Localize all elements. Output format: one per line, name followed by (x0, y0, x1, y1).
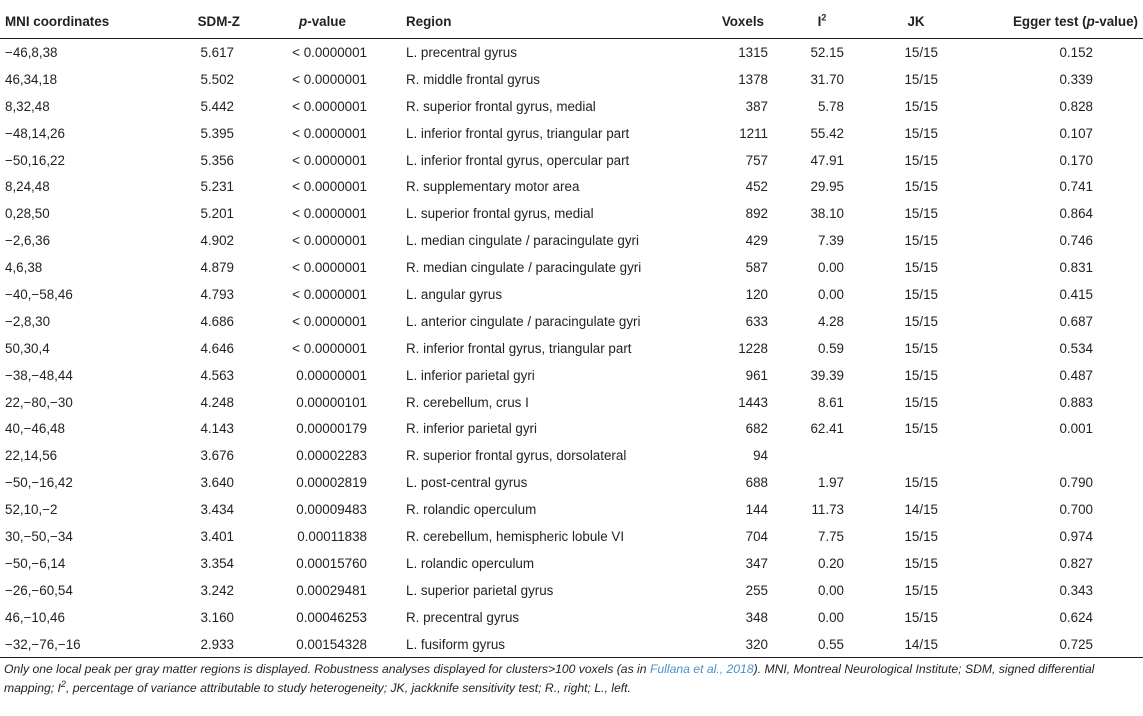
cell-sdm-z: 3.401 (200, 528, 234, 544)
cell-sdm-z: 5.201 (200, 206, 234, 222)
cell-i2: 5.78 (817, 98, 844, 114)
table-row (0, 173, 1143, 200)
cell-region: R. precentral gyrus (406, 609, 520, 625)
cell-p-value: 0.00002283 (296, 448, 367, 464)
cell-jk (866, 442, 966, 469)
cell-voxels: 961 (745, 367, 768, 383)
cell-region: R. median cingulate / paracingulate gyri (406, 260, 642, 276)
cell-i2: 29.95 (810, 179, 844, 195)
table-row (0, 254, 1143, 281)
table-row (0, 550, 1143, 577)
cell-sdm-z: 4.793 (200, 286, 234, 302)
cell-p-value: 0.00046253 (296, 609, 367, 625)
header-voxels: Voxels (685, 4, 778, 39)
cell-voxels: 387 (745, 98, 768, 114)
cell-sdm-z: 4.248 (200, 394, 234, 410)
cell-i2: 0.00 (817, 260, 844, 276)
cell-i2: 4.28 (817, 313, 844, 329)
header-egger-test (966, 4, 1143, 39)
cell-mni-coordinates: −46,8,38 (5, 44, 58, 60)
header-egger-p: p (1086, 13, 1095, 29)
cell-sdm-z: 4.143 (200, 421, 234, 437)
cell-egger: 0.864 (1059, 206, 1093, 222)
footnote-part1: Only one local peak per gray matter regions is displayed. Robustness analyses displayed for clusters>100 voxels (as in (4, 662, 650, 676)
cell-p-value: < 0.0000001 (292, 233, 367, 249)
table-row (0, 631, 1143, 658)
table-row (0, 389, 1143, 416)
cell-p-value: 0.00000001 (296, 367, 367, 383)
table-row (0, 335, 1143, 362)
cell-jk: 15/15 (904, 528, 938, 544)
cell-egger: 0.152 (1059, 44, 1093, 60)
cell-egger: 0.746 (1059, 233, 1093, 249)
cell-i2: 0.20 (817, 555, 844, 571)
cell-voxels: 1315 (738, 44, 768, 60)
cell-voxels: 682 (745, 421, 768, 437)
cell-i2: 38.10 (810, 206, 844, 222)
table-row (0, 442, 1143, 469)
cell-voxels: 320 (685, 631, 778, 658)
cell-egger (966, 442, 1143, 469)
cell-p-value: 0.00015760 (296, 555, 367, 571)
cell-mni-coordinates: −2,6,36 (5, 233, 51, 249)
cell-egger: 0.828 (1059, 98, 1093, 114)
cell-jk: 15/15 (904, 233, 938, 249)
header-region: Region (399, 4, 685, 39)
peak-results-table (0, 4, 1143, 658)
cell-voxels: 704 (745, 528, 768, 544)
cell-i2: 11.73 (811, 502, 844, 518)
cell-region: R. supplementary motor area (406, 179, 580, 195)
cell-sdm-z: 5.442 (200, 98, 234, 114)
header-i2-base: I (817, 13, 822, 29)
cell-p-value: < 0.0000001 (292, 340, 367, 356)
citation-link[interactable]: Fullana et al., 2018 (649, 662, 754, 676)
cell-egger: 0.343 (1059, 582, 1093, 598)
cell-mni-coordinates: 30,−50,−34 (5, 528, 73, 544)
cell-mni-coordinates: 4,6,38 (5, 260, 43, 276)
cell-region: R. inferior frontal gyrus, triangular part (406, 340, 632, 356)
cell-i2: 0.59 (817, 340, 844, 356)
cell-egger: 0.339 (1059, 71, 1093, 87)
cell-voxels: 120 (745, 286, 768, 302)
table-footnote (4, 660, 1134, 698)
cell-p-value: 0.00002819 (296, 475, 367, 491)
cell-mni-coordinates: −38,−48,44 (5, 367, 73, 383)
table-row (0, 227, 1143, 254)
cell-voxels: 1228 (738, 340, 768, 356)
cell-jk: 15/15 (904, 340, 938, 356)
cell-mni-coordinates: −26,−60,54 (5, 582, 73, 598)
cell-sdm-z: 5.502 (200, 71, 234, 87)
cell-jk: 14/15 (904, 502, 938, 518)
table-row (0, 604, 1143, 631)
cell-i2: 62.41 (810, 421, 844, 437)
cell-region: L. fusiform gyrus (399, 631, 685, 658)
header-i2 (778, 4, 866, 39)
cell-sdm-z: 3.160 (200, 609, 234, 625)
table-row (0, 39, 1143, 66)
cell-region: L. superior parietal gyrus (406, 582, 554, 598)
cell-voxels: 255 (745, 582, 768, 598)
cell-p-value: < 0.0000001 (292, 313, 367, 329)
cell-region: R. superior frontal gyrus, dorsolateral (406, 448, 627, 464)
cell-i2: 7.39 (817, 233, 844, 249)
cell-jk: 15/15 (904, 313, 938, 329)
cell-egger: 0.827 (1059, 555, 1093, 571)
cell-region: R. middle frontal gyrus (406, 71, 540, 87)
cell-mni-coordinates: 50,30,4 (5, 340, 50, 356)
cell-region: L. median cingulate / paracingulate gyri (406, 233, 639, 249)
header-sdm-z: SDM-Z (166, 4, 246, 39)
cell-region: L. precentral gyrus (406, 44, 517, 60)
cell-mni-coordinates: 0,28,50 (5, 206, 50, 222)
cell-p-value: 0.00011838 (297, 528, 367, 544)
cell-sdm-z: 5.231 (200, 179, 234, 195)
cell-voxels: 688 (745, 475, 768, 491)
cell-p-value: 0.00000101 (296, 394, 367, 410)
cell-p-value: 0.00000179 (296, 421, 367, 437)
cell-jk: 15/15 (904, 609, 938, 625)
cell-jk: 15/15 (904, 206, 938, 222)
cell-egger: 0.974 (1059, 528, 1093, 544)
cell-p-value: < 0.0000001 (292, 152, 367, 168)
cell-egger: 0.700 (1059, 502, 1093, 518)
cell-mni-coordinates: 22,−80,−30 (5, 394, 73, 410)
header-egger-pre: Egger test ( (1012, 13, 1087, 29)
cell-region: L. rolandic operculum (406, 555, 535, 571)
cell-i2: 8.61 (817, 394, 844, 410)
cell-p-value: < 0.0000001 (292, 260, 367, 276)
footnote-sup: 2 (60, 678, 66, 689)
cell-voxels: 429 (745, 233, 768, 249)
table-row (0, 415, 1143, 442)
cell-sdm-z: 4.646 (200, 340, 234, 356)
cell-voxels: 1443 (738, 394, 768, 410)
cell-sdm-z: 3.640 (200, 475, 234, 491)
cell-mni-coordinates: −2,8,30 (5, 313, 51, 329)
table-body (0, 39, 1143, 658)
table-row (0, 496, 1143, 523)
footnote-part3: , percentage of variance attributable to study heterogeneity; JK, jackknife sensitivity test; R., right; L., left. (65, 681, 631, 695)
cell-voxels: 633 (745, 313, 768, 329)
cell-jk: 15/15 (904, 260, 938, 276)
header-row (0, 4, 1143, 39)
cell-jk: 15/15 (904, 582, 938, 598)
cell-voxels: 94 (753, 448, 768, 464)
cell-i2: 52.15 (810, 44, 844, 60)
table-row (0, 66, 1143, 93)
cell-mni-coordinates: 8,24,48 (5, 179, 50, 195)
cell-jk: 15/15 (904, 367, 938, 383)
cell-p-value: < 0.0000001 (292, 125, 367, 141)
cell-jk: 15/15 (904, 98, 938, 114)
cell-region: R. superior frontal gyrus, medial (406, 98, 596, 114)
cell-egger: 0.883 (1059, 394, 1093, 410)
footnote-part2: ). MNI, Montreal Neurological Institute; SDM, signed differential mapping; I (4, 662, 1095, 695)
table-row (0, 147, 1143, 174)
cell-mni-coordinates: 46,34,18 (5, 71, 58, 87)
cell-egger: 0.790 (1059, 475, 1093, 491)
cell-mni-coordinates: −50,−16,42 (5, 475, 73, 491)
cell-mni-coordinates: −50,−6,14 (5, 555, 66, 571)
header-i2-sup: 2 (821, 12, 827, 23)
cell-i2: 0.00 (817, 582, 844, 598)
cell-mni-coordinates: 46,−10,46 (5, 609, 65, 625)
cell-egger: 0.107 (1059, 125, 1093, 141)
cell-voxels: 587 (745, 260, 768, 276)
cell-sdm-z: 3.242 (200, 582, 234, 598)
cell-egger: 0.741 (1059, 179, 1093, 195)
cell-egger: 0.487 (1059, 367, 1093, 383)
cell-jk: 14/15 (866, 631, 966, 658)
cell-i2 (778, 442, 866, 469)
table-row (0, 200, 1143, 227)
cell-sdm-z: 3.354 (200, 555, 234, 571)
cell-egger: 0.170 (1059, 152, 1093, 168)
header-mni-coordinates: MNI coordinates (0, 4, 166, 39)
cell-voxels: 1211 (739, 125, 768, 141)
cell-region: R. cerebellum, crus I (406, 394, 529, 410)
header-p-value (246, 4, 399, 39)
cell-p-value: < 0.0000001 (292, 179, 367, 195)
cell-mni-coordinates: 8,32,48 (5, 98, 50, 114)
cell-jk: 15/15 (904, 286, 938, 302)
cell-mni-coordinates: −32,−76,−16 (0, 631, 166, 658)
cell-mni-coordinates: −50,16,22 (5, 152, 65, 168)
cell-region: L. superior frontal gyrus, medial (406, 206, 594, 222)
cell-jk: 15/15 (904, 71, 938, 87)
cell-egger: 0.001 (1059, 421, 1093, 437)
cell-sdm-z: 2.933 (166, 631, 246, 658)
header-jk: JK (866, 4, 966, 39)
table-row (0, 523, 1143, 550)
table-row (0, 93, 1143, 120)
cell-egger: 0.831 (1059, 260, 1093, 276)
header-p-italic: p (299, 13, 308, 29)
cell-i2: 31.70 (810, 71, 844, 87)
table-row (0, 469, 1143, 496)
cell-region: R. rolandic operculum (406, 502, 537, 518)
cell-sdm-z: 3.434 (200, 502, 234, 518)
table-row (0, 281, 1143, 308)
cell-mni-coordinates: 52,10,−2 (5, 502, 58, 518)
cell-p-value: < 0.0000001 (292, 98, 367, 114)
cell-mni-coordinates: −40,−58,46 (5, 286, 73, 302)
cell-egger: 0.415 (1059, 286, 1093, 302)
cell-sdm-z: 4.902 (200, 233, 234, 249)
cell-region: R. cerebellum, hemispheric lobule VI (406, 528, 625, 544)
cell-sdm-z: 4.879 (200, 260, 234, 276)
cell-voxels: 348 (745, 609, 768, 625)
cell-i2: 1.97 (817, 475, 844, 491)
cell-sdm-z: 5.395 (200, 125, 234, 141)
cell-egger: 0.624 (1059, 609, 1093, 625)
table-row (0, 577, 1143, 604)
cell-sdm-z: 5.617 (200, 44, 234, 60)
cell-egger: 0.725 (966, 631, 1143, 658)
cell-i2: 7.75 (817, 528, 844, 544)
cell-p-value: 0.00009483 (296, 502, 367, 518)
table-header (0, 4, 1143, 39)
cell-region: R. inferior parietal gyri (406, 421, 537, 437)
cell-region: L. anterior cingulate / paracingulate gyri (406, 313, 641, 329)
cell-sdm-z: 3.676 (200, 448, 234, 464)
cell-mni-coordinates: 22,14,56 (5, 448, 58, 464)
cell-i2: 39.39 (810, 367, 844, 383)
cell-voxels: 1378 (738, 71, 768, 87)
cell-jk: 15/15 (904, 394, 938, 410)
cell-p-value: 0.00154328 (246, 631, 399, 658)
cell-voxels: 347 (745, 555, 768, 571)
cell-i2: 0.00 (817, 609, 844, 625)
cell-region: L. inferior frontal gyrus, opercular part (406, 152, 630, 168)
cell-jk: 15/15 (904, 421, 938, 437)
cell-voxels: 757 (745, 152, 768, 168)
cell-sdm-z: 4.563 (200, 367, 234, 383)
cell-egger: 0.687 (1059, 313, 1093, 329)
header-egger-post: -value) (1094, 13, 1138, 29)
table-row (0, 120, 1143, 147)
cell-region: L. inferior parietal gyri (406, 367, 535, 383)
cell-p-value: 0.00029481 (296, 582, 367, 598)
cell-i2: 0.00 (817, 286, 844, 302)
cell-jk: 15/15 (904, 125, 938, 141)
cell-p-value: < 0.0000001 (292, 206, 367, 222)
cell-p-value: < 0.0000001 (292, 71, 367, 87)
cell-voxels: 892 (745, 206, 768, 222)
cell-i2: 47.91 (810, 152, 844, 168)
cell-p-value: < 0.0000001 (292, 44, 367, 60)
cell-jk: 15/15 (904, 44, 938, 60)
cell-sdm-z: 5.356 (200, 152, 234, 168)
table-row (0, 308, 1143, 335)
cell-region: L. post-central gyrus (406, 475, 528, 491)
cell-jk: 15/15 (904, 555, 938, 571)
cell-sdm-z: 4.686 (200, 313, 234, 329)
cell-mni-coordinates: 40,−46,48 (5, 421, 65, 437)
cell-i2: 0.55 (778, 631, 866, 658)
cell-region: L. angular gyrus (406, 286, 503, 302)
cell-i2: 55.42 (810, 125, 844, 141)
cell-voxels: 144 (745, 502, 768, 518)
table-row (0, 362, 1143, 389)
cell-p-value: < 0.0000001 (292, 286, 367, 302)
cell-voxels: 452 (745, 179, 768, 195)
cell-jk: 15/15 (904, 152, 938, 168)
cell-mni-coordinates: −48,14,26 (5, 125, 65, 141)
cell-jk: 15/15 (904, 475, 938, 491)
cell-egger: 0.534 (1059, 340, 1093, 356)
header-p-rest: -value (307, 13, 346, 29)
cell-region: L. inferior frontal gyrus, triangular part (406, 125, 630, 141)
cell-jk: 15/15 (904, 179, 938, 195)
